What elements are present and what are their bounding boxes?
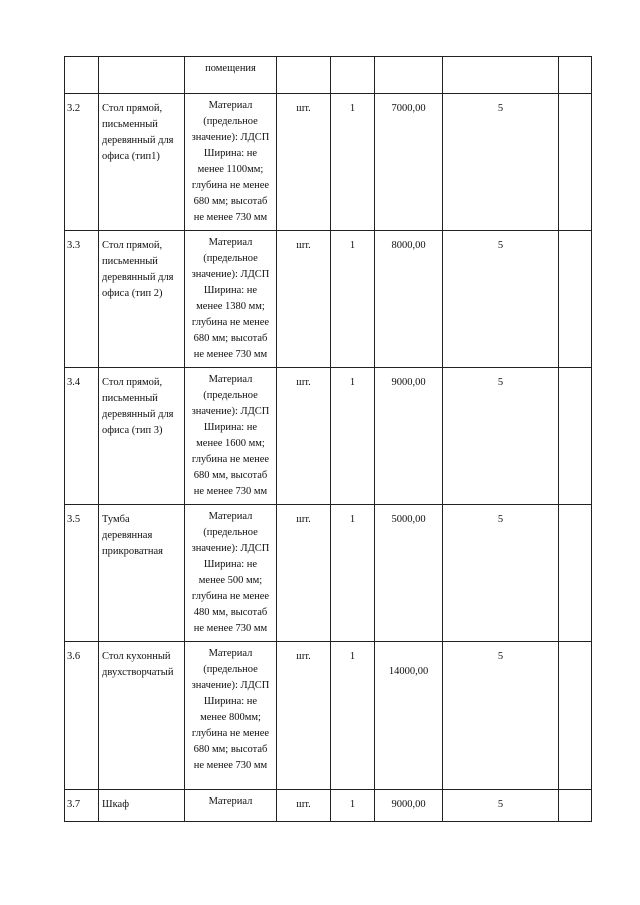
description-line: значение): ЛДСП xyxy=(191,543,270,554)
description-line: менее 1380 мм; xyxy=(196,301,265,312)
description-line: значение): ЛДСП xyxy=(191,406,270,417)
cell-quantity: 1 xyxy=(331,94,375,231)
description-line: менее 800мм; xyxy=(200,712,261,723)
cell-unit: шт. xyxy=(277,231,331,368)
cell-quantity: 1 xyxy=(331,790,375,822)
description-line: значение): ЛДСП xyxy=(191,132,270,143)
cell-description xyxy=(185,505,277,642)
description-line: не менее 730 мм xyxy=(193,212,268,223)
cell-blank xyxy=(559,642,592,790)
description-line: Материал xyxy=(208,374,253,385)
table-row xyxy=(65,57,592,94)
description-line: глубина не менее xyxy=(191,454,270,465)
table-row xyxy=(65,505,592,642)
cell-name: Стол прямой, письменный деревянный для офиса (тип 3) xyxy=(99,368,185,505)
description-line: 480 мм, высотаб xyxy=(193,607,268,618)
cell-description xyxy=(185,231,277,368)
cell-price xyxy=(375,57,443,94)
description-line: Ширина: не xyxy=(203,422,258,433)
description-line: (предельное xyxy=(203,116,258,127)
cell-blank xyxy=(559,57,592,94)
cell-quantity: 1 xyxy=(331,505,375,642)
cell-number xyxy=(65,57,99,94)
cell-quantity: 1 xyxy=(331,642,375,790)
description-line: глубина не менее xyxy=(191,317,270,328)
cell-value: 5 xyxy=(443,231,559,368)
cell-quantity xyxy=(331,57,375,94)
cell-description xyxy=(185,368,277,505)
cell-blank xyxy=(559,505,592,642)
cell-value: 5 xyxy=(443,94,559,231)
cell-name xyxy=(99,57,185,94)
cell-unit: шт. xyxy=(277,505,331,642)
cell-quantity: 1 xyxy=(331,368,375,505)
description-line: Ширина: не xyxy=(203,559,258,570)
cell-description xyxy=(185,94,277,231)
description-line: глубина не менее xyxy=(191,728,270,739)
description-line: Материал xyxy=(208,100,253,111)
cell-blank xyxy=(559,368,592,505)
specification-table xyxy=(64,56,592,822)
cell-value: 5 xyxy=(443,368,559,505)
description-line: значение): ЛДСП xyxy=(191,680,270,691)
description-line: 680 мм; высотаб xyxy=(193,196,268,207)
description-line: 680 мм; высотаб xyxy=(193,333,268,344)
description-line: Ширина: не xyxy=(203,696,258,707)
cell-description xyxy=(185,57,277,94)
cell-number: 3.4 xyxy=(65,368,99,505)
cell-unit xyxy=(277,57,331,94)
description-line: менее 1600 мм; xyxy=(196,438,265,449)
description-line: Материал xyxy=(208,511,253,522)
cell-number: 3.5 xyxy=(65,505,99,642)
description-line: не менее 730 мм xyxy=(193,623,268,634)
cell-name: Тумба деревянная прикроватная xyxy=(99,505,185,642)
description-line: не менее 730 мм xyxy=(193,486,268,497)
cell-description xyxy=(185,642,277,790)
description-line: менее 1100мм; xyxy=(197,164,264,175)
table-row xyxy=(65,790,592,822)
cell-name: Стол прямой, письменный деревянный для офиса (тип 2) xyxy=(99,231,185,368)
description-line: (предельное xyxy=(203,390,258,401)
cell-number: 3.2 xyxy=(65,94,99,231)
description-line: (предельное xyxy=(203,253,258,264)
description-line: Материал xyxy=(208,796,253,807)
cell-price: 5000,00 xyxy=(375,505,443,642)
cell-value: 5 xyxy=(443,642,559,790)
description-line: Ширина: не xyxy=(203,148,258,159)
cell-unit: шт. xyxy=(277,368,331,505)
table-row xyxy=(65,368,592,505)
description-line: Материал xyxy=(208,237,253,248)
cell-unit: шт. xyxy=(277,642,331,790)
description-line: Ширина: не xyxy=(203,285,258,296)
description-line: 680 мм; высотаб xyxy=(193,744,268,755)
cell-unit: шт. xyxy=(277,94,331,231)
cell-number: 3.3 xyxy=(65,231,99,368)
description-line: (предельное xyxy=(203,664,258,675)
description-line: менее 500 мм; xyxy=(198,575,263,586)
description-line: глубина не менее xyxy=(191,180,270,191)
description-line: не менее 730 мм xyxy=(193,760,268,771)
description-line: глубина не менее xyxy=(191,591,270,602)
cell-number: 3.7 xyxy=(65,790,99,822)
table-row xyxy=(65,94,592,231)
cell-unit: шт. xyxy=(277,790,331,822)
description-line: не менее 730 мм xyxy=(193,349,268,360)
cell-value xyxy=(443,57,559,94)
cell-price: 7000,00 xyxy=(375,94,443,231)
description-tail: помещения xyxy=(205,63,256,74)
description-line: Материал xyxy=(208,648,253,659)
description-line: значение): ЛДСП xyxy=(191,269,270,280)
table-row xyxy=(65,642,592,790)
cell-name: Шкаф xyxy=(99,790,185,822)
cell-name: Стол кухонный двухстворчатый xyxy=(99,642,185,790)
description-line: 680 мм, высотаб xyxy=(193,470,268,481)
cell-name: Стол прямой, письменный деревянный для офиса (тип1) xyxy=(99,94,185,231)
table-row xyxy=(65,231,592,368)
cell-blank xyxy=(559,790,592,822)
cell-blank xyxy=(559,231,592,368)
cell-price: 8000,00 xyxy=(375,231,443,368)
cell-value: 5 xyxy=(443,505,559,642)
cell-number: 3.6 xyxy=(65,642,99,790)
cell-price: 9000,00 xyxy=(375,790,443,822)
cell-price: 14000,00 xyxy=(375,642,443,790)
cell-description xyxy=(185,790,277,822)
description-line: (предельное xyxy=(203,527,258,538)
cell-price: 9000,00 xyxy=(375,368,443,505)
cell-blank xyxy=(559,94,592,231)
cell-quantity: 1 xyxy=(331,231,375,368)
cell-value: 5 xyxy=(443,790,559,822)
